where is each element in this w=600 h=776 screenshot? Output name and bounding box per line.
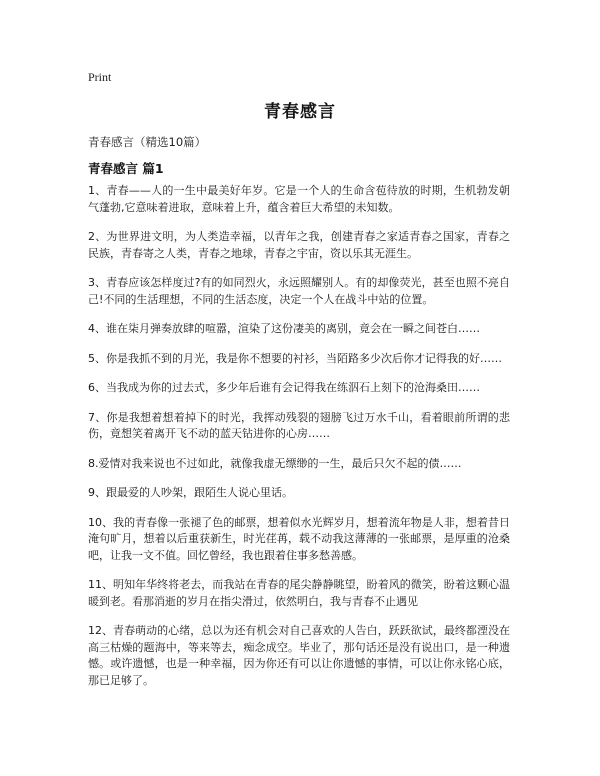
print-label[interactable]: Print xyxy=(88,70,112,84)
document-title: 青春感言 xyxy=(264,102,336,122)
paragraph-10: 10、我的青春像一张褪了色的邮票，想着似水光辉岁月，想着流年物是人非，想着昔日淹句旷月，想着以后重获新生，时光荏苒，载不动我这薄薄的一张邮票，是厚重的沧桑吧，让我一文不值。回忆曾经，我也跟着住事多愁善感。 xyxy=(88,515,510,562)
paragraph-9: 9、跟最爱的人吵架，跟陌生人说心里话。 xyxy=(88,486,293,499)
document-body xyxy=(88,183,510,702)
paragraph-1: 1、青春——人的一生中最美好年岁。它是一个人的生命含苞待放的时期，生机勃发朝气蓬勃,它意味着进取，意味着上升，蕴含着巨大希望的未知数。 xyxy=(88,184,510,214)
paragraph-8: 8.爱情对我来说也不过如此，就像我虚无缥缈的一生，最后只欠不起的债…… xyxy=(88,456,462,470)
paragraph-6: 6、当我成为你的过去式，多少年后谁有会记得我在练泅石上刻下的沧海桑田…… xyxy=(88,381,480,394)
paragraph-12: 12、青春萌动的心绪，总以为还有机会对自己喜欢的人告白，跃跃欲试，最终都湮没在高三枯燥的题海中，等来等去，痴念成空。毕业了，那句话还是没有说出口，是一种遗憾。或许遗憾，也是一种幸福，因为你还有可以让你遗憾的事情，可以让你永铭心底，那已足够了。 xyxy=(88,624,510,687)
paragraph-2: 2、为世界进文明，为人类造幸福，以青年之我，创建青春之家适青春之国家，青春之民族，青春寄之人类，青春之地球，青春之宇宙，资以乐其无涯生。 xyxy=(88,230,510,260)
paragraph-11: 11、明知年华终将老去，而我站在青春的尾尖静静眺望，盼着风的微笑，盼着这颗心温暖到老。看那消逝的岁月在指尖滑过，依然明白，我与青春不止遇见 xyxy=(88,578,510,608)
paragraph-3: 3、青春应该怎样度过?有的如同烈火，永远照耀别人。有的却像荧光，甚至也照不亮自己!不同的生活理想，不同的生活态度，决定一个人在战斗中站的位置。 xyxy=(88,276,510,306)
paragraph-4: 4、谁在柒月弹奏放肆的喧嚣，渲染了这份凄美的离别，竟会在一瞬之间苍白…… xyxy=(88,322,480,335)
document-subtitle: 青春感言（精选10篇） xyxy=(88,135,207,149)
section-heading: 青春感言 篇1 xyxy=(88,161,164,176)
paragraph-5: 5、你是我抓不到的月光，我是你不想要的衬衫，当陌路多少次后你才记得我的好…… xyxy=(88,351,502,365)
paragraph-7: 7、你是我想着想着掉下的时光，我挥动残裂的翅膀飞过万水千山，看着眼前所谓的悲伤，竟想笑着离开飞不动的蓝天钻进你的心房…… xyxy=(88,410,510,440)
